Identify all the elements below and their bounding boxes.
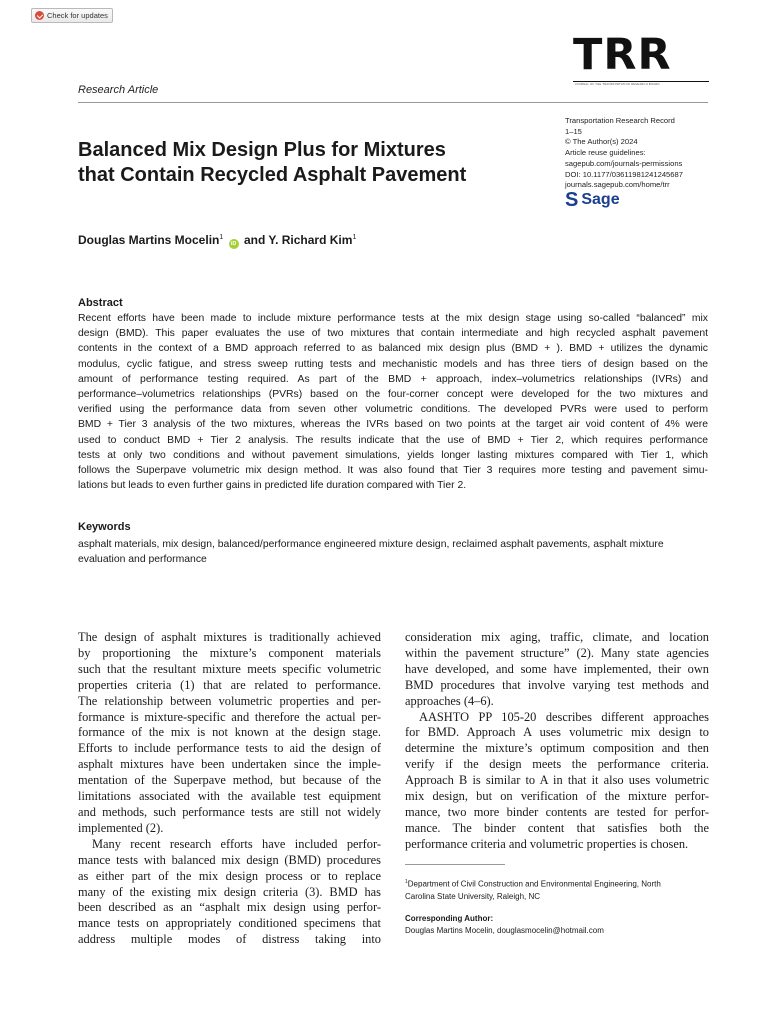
body-line: many of the existing mix design criteria (3). BMD has [78, 884, 381, 899]
abstract-line: performance–volumetrics relationships (PVRs) based on the four-corner concept were developed for the two mixtures and [78, 389, 708, 401]
body-line: mance, two more binder contents are tested for perfor- [405, 804, 709, 819]
body-line: The relationship between volumetric properties and per- [78, 693, 381, 708]
footnotes [405, 876, 710, 937]
orcid-icon[interactable]: iD [229, 239, 239, 249]
journal-logo-subtitle: JOURNAL OF THE TRANSPORTATION RESEARCH BOARD [575, 83, 660, 86]
body-column-right [405, 630, 709, 853]
keywords-line: asphalt materials, mix design, balanced/performance engineered mixture design, reclaimed asphalt pavements, asphalt mixture [78, 539, 664, 550]
body-line: and methods, such performance tests are still not widely [78, 804, 381, 819]
doi[interactable]: DOI: 10.1177/03611981241245687 [565, 169, 683, 179]
reuse-guidelines-label: Article reuse guidelines: [565, 148, 646, 158]
keywords-heading: Keywords [78, 521, 131, 533]
body-line: determine the mixture’s optimum composition and then [405, 741, 709, 756]
body-line: Efforts to include performance tests to aid the design of [78, 741, 381, 756]
body-line: asphalt mixtures have been undertaken since the imple- [78, 757, 381, 772]
keywords-text [78, 537, 708, 567]
article-type: Research Article [78, 84, 159, 96]
body-line: mance tests with balanced mix design (BMD) procedures [78, 852, 381, 867]
corresponding-author-contact[interactable]: Douglas Martins Mocelin, douglasmocelin@hotmail.com [405, 925, 604, 935]
page-range: 1–15 [565, 126, 582, 136]
body-line: The design of asphalt mixtures is traditionally achieved [78, 630, 381, 644]
journal-home-link[interactable]: journals.sagepub.com/home/trr [565, 180, 670, 190]
abstract-text [78, 311, 708, 493]
body-column-left [78, 630, 381, 948]
author-joiner: and [240, 233, 269, 247]
body-line: AASHTO PP 105-20 describes different approaches [419, 709, 709, 724]
sage-s-icon: S [565, 189, 579, 211]
abstract-line: contents in the context of a BMD approach referred to as balanced mix design plus (BMD + ). BMD + utilizes the dynamic [78, 343, 708, 355]
abstract-line: used to conduct BMD + Tier 2 analysis. The results indicate that the use of BMD + Tier 2, which requires performance [78, 434, 708, 446]
affiliation-line: Carolina State University, Raleigh, NC [405, 891, 541, 901]
body-line: limitations associated with the available test equipment [78, 789, 381, 804]
body-line: mentation of the Superpave method, but because of the [78, 773, 381, 788]
header-divider [78, 102, 708, 103]
check-for-updates-label: Check for updates [47, 11, 108, 20]
abstract-line: BMD + Tier 3 analysis of the two mixtures, whereas the IVRs based on two points at the target air void content of 4% were [78, 419, 708, 431]
body-line: within the pavement structure” (2). Many state agencies [405, 645, 709, 660]
body-line: formance of the mix is not known at the design stage. [78, 725, 381, 740]
body-line: such that the resultant mixture meets specific volumetric [78, 661, 381, 676]
author-list [78, 233, 356, 249]
abstract-heading: Abstract [78, 297, 123, 309]
abstract-line: design (BMD). This paper evaluates the use of two mixtures that contain intermediate and high recycled asphalt pavement [78, 328, 708, 340]
abstract-line: Recent efforts have been made to include mixture performance tests at the mix design stage using so-called “balanced” mix [78, 313, 708, 324]
sage-logo [565, 190, 620, 210]
author-name[interactable]: Y. Richard Kim [268, 233, 353, 247]
abstract-line: lations but leads to even further gains in predicted life duration compared with Tier 2. [78, 480, 467, 492]
sage-wordmark: Sage [581, 191, 620, 208]
body-line: have developed, and some have implemented, their own [405, 661, 709, 676]
update-icon [35, 11, 44, 20]
body-line: approaches (4–6). [405, 693, 494, 708]
journal-name: Transportation Research Record [565, 116, 675, 125]
check-for-updates-button[interactable] [31, 8, 113, 23]
journal-logo [573, 30, 709, 86]
body-line: as either part of the mix design process or to replace [78, 868, 381, 883]
title-line: Balanced Mix Design Plus for Mixtures [78, 139, 446, 161]
abstract-line: modulus, cyclic fatigue, and stress sweep rutting tests and mechanistic models and has three tiers of design based on the [78, 358, 708, 370]
abstract-line: tests at only two conditions and without pavement simulations, yields longer lasting mixtures compared with Tier 1, which [78, 449, 708, 461]
affiliation-mark: 1 [219, 234, 224, 241]
body-line: for BMD. Approach A uses volumetric mix design to [405, 725, 709, 740]
body-line: implemented (2). [78, 820, 164, 835]
body-line: properties criteria (1) that are related to performance. [78, 677, 381, 692]
body-line: consideration mix aging, traffic, climate, and location [405, 630, 709, 644]
author-name[interactable]: Douglas Martins Mocelin [78, 233, 220, 247]
body-line: mance tests on appropriately conditioned specimens that [78, 916, 381, 931]
body-line: address multiple modes of distress taking into [78, 932, 381, 947]
abstract-line: verified using the performance data from seven other volumetric conditions. The developed PVRs were used to perform [78, 404, 708, 416]
footnote-divider [405, 864, 505, 865]
body-line: performance criteria and volumetric properties is chosen. [405, 836, 689, 851]
body-line: verify if the design meets the performance criteria. [405, 757, 709, 772]
publication-info [565, 116, 715, 191]
keywords-line: evaluation and performance [78, 554, 207, 566]
title-line: that Contain Recycled Asphalt Pavement [78, 164, 467, 186]
affiliation-mark: 1 [352, 234, 357, 241]
affiliation-text: Department of Civil Construction and Environmental Engineering, North [407, 879, 661, 889]
body-line: BMD procedures that involve varying test methods and [405, 677, 709, 692]
abstract-line: amount of performance testing required. As part of the BMD + approach, index–volumetrics relationships (IVRs) and [78, 373, 708, 385]
body-line: Approach B is similar to A in that it also uses volumetric [405, 773, 709, 788]
body-line: Many recent research efforts have included perfor- [92, 836, 381, 851]
journal-logo-letters: TRR [573, 30, 672, 80]
abstract-line: follows the Superpave volumetric mix design method. It was also found that Tier 3 requires more testing and pavement simu- [78, 465, 708, 477]
journal-logo-rule [573, 81, 709, 82]
body-line: formance is mixture-specific and therefore the actual per- [78, 709, 381, 724]
body-line: mance. The binder content that satisfies both the [405, 820, 709, 835]
permissions-link[interactable]: sagepub.com/journals-permissions [565, 158, 683, 168]
body-line: by proportioning the mixture’s component materials [78, 645, 381, 660]
article-title [78, 138, 548, 188]
affiliation-line [405, 876, 710, 891]
copyright: © The Author(s) 2024 [565, 137, 638, 147]
affiliation-mark: 1 [405, 879, 408, 885]
corresponding-author-heading: Corresponding Author: [405, 913, 494, 923]
body-line: mix design, but on verification of the mixture perfor- [405, 789, 709, 804]
body-line: been described as an “asphalt mix design using perfor- [78, 900, 381, 915]
